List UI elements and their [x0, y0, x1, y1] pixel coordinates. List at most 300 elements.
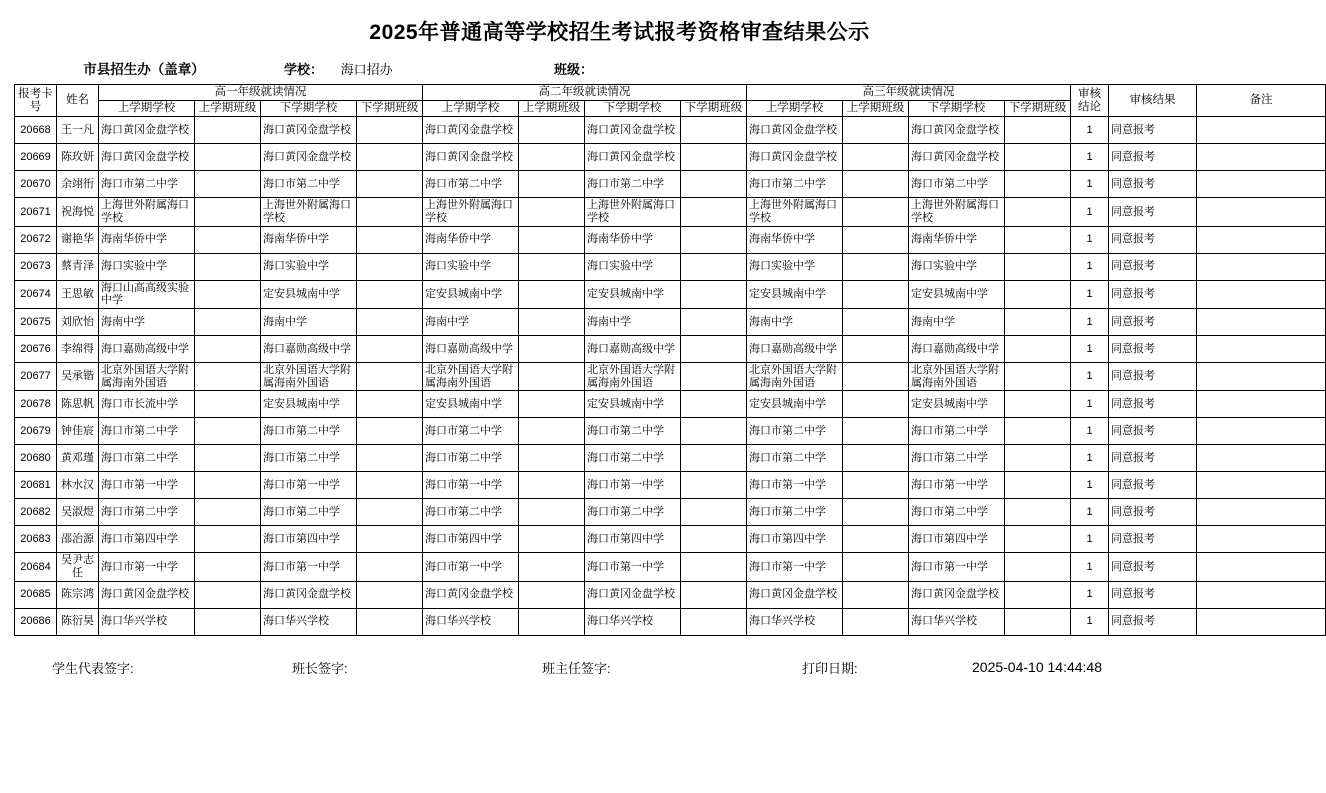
cell-g1-term1-school: 海口市第二中学 — [99, 171, 195, 198]
cell-result: 同意报考 — [1109, 363, 1197, 391]
cell-g2-term2-class — [681, 226, 747, 253]
cell-g1-term1-class — [195, 363, 261, 391]
cell-g2-term1-school: 海南华侨中学 — [423, 226, 519, 253]
cell-g3-term2-class — [1005, 608, 1071, 635]
cell-id: 20669 — [15, 144, 57, 171]
cell-g3-term1-class — [843, 526, 909, 553]
cell-g1-term1-class — [195, 117, 261, 144]
cell-g1-term1-school: 海口黄冈金盘学校 — [99, 144, 195, 171]
cell-conclusion: 1 — [1071, 336, 1109, 363]
cell-remark — [1197, 280, 1326, 308]
cell-g2-term2-school: 定安县城南中学 — [585, 280, 681, 308]
cell-g3-term2-school: 海口黄冈金盘学校 — [909, 117, 1005, 144]
cell-g3-term1-school: 海口市第二中学 — [747, 171, 843, 198]
cell-g2-term1-class — [519, 526, 585, 553]
cell-remark — [1197, 445, 1326, 472]
cell-g1-term1-class — [195, 445, 261, 472]
cell-g2-term2-class — [681, 336, 747, 363]
cell-g3-term1-school: 北京外国语大学附属海南外国语 — [747, 363, 843, 391]
cell-g2-term2-class — [681, 526, 747, 553]
header-name: 姓名 — [57, 85, 99, 117]
cell-g2-term1-class — [519, 363, 585, 391]
cell-remark — [1197, 226, 1326, 253]
cell-g1-term2-class — [357, 253, 423, 280]
cell-g1-term2-school: 海口市第四中学 — [261, 526, 357, 553]
cell-g2-term1-school: 海口嘉勋高级中学 — [423, 336, 519, 363]
cell-remark — [1197, 581, 1326, 608]
cell-g1-term1-school: 海口市第一中学 — [99, 553, 195, 581]
cell-g2-term1-class — [519, 553, 585, 581]
cell-name: 陈思帆 — [57, 391, 99, 418]
cell-g2-term1-school: 海口黄冈金盘学校 — [423, 581, 519, 608]
cell-g2-term1-class — [519, 171, 585, 198]
cell-g3-term1-class — [843, 280, 909, 308]
cell-result: 同意报考 — [1109, 526, 1197, 553]
header-g1-term1-class: 上学期班级 — [195, 101, 261, 117]
cell-g2-term2-class — [681, 499, 747, 526]
cell-g1-term1-school: 北京外国语大学附属海南外国语 — [99, 363, 195, 391]
table-row — [15, 198, 1326, 226]
cell-g1-term1-school: 海口华兴学校 — [99, 608, 195, 635]
cell-id: 20680 — [15, 445, 57, 472]
cell-g2-term1-class — [519, 280, 585, 308]
table-header — [15, 85, 1326, 117]
student-signature-label: 学生代表签字: — [52, 660, 134, 676]
cell-result: 同意报考 — [1109, 418, 1197, 445]
table-row — [15, 553, 1326, 581]
cell-g2-term1-school: 海口市第二中学 — [423, 445, 519, 472]
cell-result: 同意报考 — [1109, 198, 1197, 226]
cell-g1-term1-school: 上海世外附属海口学校 — [99, 198, 195, 226]
header-id: 报考卡号 — [15, 85, 57, 117]
cell-remark — [1197, 198, 1326, 226]
cell-g2-term1-school: 海口市第四中学 — [423, 526, 519, 553]
cell-conclusion: 1 — [1071, 391, 1109, 418]
cell-g3-term2-class — [1005, 445, 1071, 472]
cell-g1-term2-class — [357, 363, 423, 391]
cell-conclusion: 1 — [1071, 608, 1109, 635]
cell-remark — [1197, 117, 1326, 144]
cell-g1-term1-school: 海口山高高级实验中学 — [99, 280, 195, 308]
cell-g3-term2-class — [1005, 117, 1071, 144]
table-row — [15, 418, 1326, 445]
table-row — [15, 363, 1326, 391]
cell-g2-term2-class — [681, 198, 747, 226]
cell-name: 王思敏 — [57, 280, 99, 308]
cell-result: 同意报考 — [1109, 445, 1197, 472]
cell-result: 同意报考 — [1109, 226, 1197, 253]
cell-g3-term2-school: 海口市第二中学 — [909, 171, 1005, 198]
table-row — [15, 280, 1326, 308]
cell-g3-term1-school: 海口实验中学 — [747, 253, 843, 280]
table-row — [15, 608, 1326, 635]
cell-conclusion: 1 — [1071, 526, 1109, 553]
cell-g2-term2-class — [681, 363, 747, 391]
cell-conclusion: 1 — [1071, 581, 1109, 608]
cell-remark — [1197, 391, 1326, 418]
meta-row — [14, 50, 1239, 84]
cell-g1-term2-school: 上海世外附属海口学校 — [261, 198, 357, 226]
cell-name: 王一凡 — [57, 117, 99, 144]
cell-g3-term1-school: 海口市第二中学 — [747, 499, 843, 526]
cell-id: 20683 — [15, 526, 57, 553]
cell-g1-term1-class — [195, 608, 261, 635]
table-row — [15, 171, 1326, 198]
table-row — [15, 391, 1326, 418]
cell-g2-term1-class — [519, 472, 585, 499]
cell-g3-term2-class — [1005, 472, 1071, 499]
cell-remark — [1197, 253, 1326, 280]
cell-g3-term1-class — [843, 363, 909, 391]
cell-g3-term2-school: 海口市第一中学 — [909, 472, 1005, 499]
cell-g1-term2-school: 北京外国语大学附属海南外国语 — [261, 363, 357, 391]
cell-g3-term1-school: 海口市第一中学 — [747, 472, 843, 499]
cell-g3-term2-school: 海口黄冈金盘学校 — [909, 581, 1005, 608]
cell-conclusion: 1 — [1071, 144, 1109, 171]
cell-id: 20685 — [15, 581, 57, 608]
issuing-office: 市县招生办（盖章） — [83, 62, 205, 77]
cell-result: 同意报考 — [1109, 472, 1197, 499]
cell-name: 邵治源 — [57, 526, 99, 553]
cell-remark — [1197, 418, 1326, 445]
cell-remark — [1197, 171, 1326, 198]
cell-g2-term2-class — [681, 608, 747, 635]
cell-g3-term2-school: 海口实验中学 — [909, 253, 1005, 280]
cell-g3-term1-school: 海南中学 — [747, 309, 843, 336]
cell-g1-term1-class — [195, 499, 261, 526]
cell-g2-term2-class — [681, 581, 747, 608]
cell-g3-term1-class — [843, 553, 909, 581]
cell-name: 林水汉 — [57, 472, 99, 499]
cell-conclusion: 1 — [1071, 117, 1109, 144]
cell-g2-term1-class — [519, 117, 585, 144]
cell-g3-term1-class — [843, 391, 909, 418]
cell-result: 同意报考 — [1109, 117, 1197, 144]
cell-conclusion: 1 — [1071, 198, 1109, 226]
cell-g3-term2-school: 北京外国语大学附属海南外国语 — [909, 363, 1005, 391]
cell-conclusion: 1 — [1071, 171, 1109, 198]
cell-conclusion: 1 — [1071, 499, 1109, 526]
cell-g3-term1-school: 定安县城南中学 — [747, 391, 843, 418]
cell-g2-term2-school: 海口黄冈金盘学校 — [585, 581, 681, 608]
cell-g1-term1-class — [195, 253, 261, 280]
header-g1-term1-school: 上学期学校 — [99, 101, 195, 117]
cell-result: 同意报考 — [1109, 581, 1197, 608]
table-row — [15, 526, 1326, 553]
cell-g2-term1-school: 上海世外附属海口学校 — [423, 198, 519, 226]
cell-g1-term2-school: 海口市第二中学 — [261, 445, 357, 472]
cell-conclusion: 1 — [1071, 280, 1109, 308]
cell-g1-term1-class — [195, 226, 261, 253]
cell-g3-term2-school: 海口嘉勋高级中学 — [909, 336, 1005, 363]
cell-g3-term2-class — [1005, 499, 1071, 526]
cell-g1-term2-class — [357, 336, 423, 363]
cell-g1-term2-class — [357, 280, 423, 308]
cell-g3-term1-school: 海口市第二中学 — [747, 445, 843, 472]
cell-g1-term1-class — [195, 418, 261, 445]
cell-name: 余翊衎 — [57, 171, 99, 198]
cell-g1-term2-class — [357, 499, 423, 526]
cell-id: 20676 — [15, 336, 57, 363]
cell-name: 吴尹志任 — [57, 553, 99, 581]
cell-g3-term1-school: 海口华兴学校 — [747, 608, 843, 635]
cell-g2-term1-school: 海口黄冈金盘学校 — [423, 144, 519, 171]
cell-g1-term1-class — [195, 144, 261, 171]
cell-g2-term1-school: 海口华兴学校 — [423, 608, 519, 635]
cell-g3-term1-class — [843, 472, 909, 499]
cell-g2-term2-school: 定安县城南中学 — [585, 391, 681, 418]
cell-g2-term1-school: 海口市第二中学 — [423, 171, 519, 198]
cell-g2-term2-school: 海口实验中学 — [585, 253, 681, 280]
cell-g1-term1-school: 海口市第二中学 — [99, 418, 195, 445]
cell-conclusion: 1 — [1071, 363, 1109, 391]
cell-g3-term2-school: 海口市第二中学 — [909, 418, 1005, 445]
cell-g2-term2-school: 上海世外附属海口学校 — [585, 198, 681, 226]
cell-result: 同意报考 — [1109, 336, 1197, 363]
cell-g3-term1-class — [843, 418, 909, 445]
teacher-signature-label: 班主任签字: — [542, 660, 611, 676]
cell-g3-term2-school: 定安县城南中学 — [909, 391, 1005, 418]
header-remark: 备注 — [1197, 85, 1326, 117]
cell-g2-term2-class — [681, 253, 747, 280]
cell-g3-term2-class — [1005, 280, 1071, 308]
cell-g2-term1-class — [519, 336, 585, 363]
cell-g2-term1-class — [519, 198, 585, 226]
cell-g3-term2-class — [1005, 309, 1071, 336]
cell-name: 钟佳宸 — [57, 418, 99, 445]
cell-g1-term2-class — [357, 391, 423, 418]
cell-g3-term1-school: 海口市第二中学 — [747, 418, 843, 445]
table-row — [15, 309, 1326, 336]
cell-g2-term1-class — [519, 253, 585, 280]
cell-g3-term1-class — [843, 117, 909, 144]
cell-g3-term2-class — [1005, 418, 1071, 445]
cell-remark — [1197, 309, 1326, 336]
cell-g1-term2-class — [357, 608, 423, 635]
cell-g2-term1-class — [519, 226, 585, 253]
table-row — [15, 472, 1326, 499]
school-label: 学校： — [284, 61, 324, 77]
print-date-value: 2025-04-10 14:44:48 — [972, 659, 1102, 676]
header-g1-term2-class: 下学期班级 — [357, 101, 423, 117]
cell-g3-term1-class — [843, 253, 909, 280]
cell-g1-term2-school: 海口市第二中学 — [261, 499, 357, 526]
cell-g2-term2-school: 海口嘉勋高级中学 — [585, 336, 681, 363]
cell-g2-term1-school: 海口黄冈金盘学校 — [423, 117, 519, 144]
cell-g1-term1-school: 海口实验中学 — [99, 253, 195, 280]
cell-g1-term2-school: 海口市第二中学 — [261, 418, 357, 445]
cell-remark — [1197, 526, 1326, 553]
cell-g3-term1-class — [843, 198, 909, 226]
cell-g1-term1-class — [195, 280, 261, 308]
cell-g1-term1-class — [195, 309, 261, 336]
school-value: 海口招办 — [340, 61, 393, 77]
cell-g1-term2-class — [357, 526, 423, 553]
cell-remark — [1197, 144, 1326, 171]
cell-g1-term1-class — [195, 171, 261, 198]
cell-g2-term1-class — [519, 309, 585, 336]
header-g3-term1-school: 上学期学校 — [747, 101, 843, 117]
cell-g2-term1-school: 北京外国语大学附属海南外国语 — [423, 363, 519, 391]
cell-g3-term2-school: 海南中学 — [909, 309, 1005, 336]
print-date-label: 打印日期: — [802, 660, 858, 676]
cell-g3-term1-school: 海口市第一中学 — [747, 553, 843, 581]
header-g2-term1-school: 上学期学校 — [423, 101, 519, 117]
cell-g3-term2-class — [1005, 391, 1071, 418]
cell-result: 同意报考 — [1109, 253, 1197, 280]
cell-g2-term2-class — [681, 553, 747, 581]
cell-g2-term2-school: 海南华侨中学 — [585, 226, 681, 253]
cell-name: 黄邓瑾 — [57, 445, 99, 472]
cell-g3-term1-school: 海口黄冈金盘学校 — [747, 144, 843, 171]
cell-g3-term2-school: 上海世外附属海口学校 — [909, 198, 1005, 226]
cell-name: 祝海悦 — [57, 198, 99, 226]
cell-g1-term1-school: 海口市长流中学 — [99, 391, 195, 418]
cell-g2-term1-class — [519, 445, 585, 472]
cell-g3-term1-school: 海口嘉勋高级中学 — [747, 336, 843, 363]
cell-g2-term2-school: 海南中学 — [585, 309, 681, 336]
table-row — [15, 581, 1326, 608]
table-row — [15, 499, 1326, 526]
cell-id: 20682 — [15, 499, 57, 526]
cell-g2-term2-school: 海口黄冈金盘学校 — [585, 117, 681, 144]
cell-conclusion: 1 — [1071, 418, 1109, 445]
cell-g1-term1-class — [195, 472, 261, 499]
cell-g2-term2-school: 海口市第二中学 — [585, 171, 681, 198]
cell-g1-term2-class — [357, 309, 423, 336]
cell-name: 吴淑煜 — [57, 499, 99, 526]
cell-remark — [1197, 336, 1326, 363]
cell-g2-term2-school: 海口市第一中学 — [585, 553, 681, 581]
table-row — [15, 144, 1326, 171]
cell-g3-term1-class — [843, 581, 909, 608]
cell-g2-term2-class — [681, 445, 747, 472]
cell-g1-term2-school: 海口实验中学 — [261, 253, 357, 280]
cell-result: 同意报考 — [1109, 608, 1197, 635]
cell-g3-term2-class — [1005, 144, 1071, 171]
cell-g2-term1-school: 海口市第二中学 — [423, 499, 519, 526]
cell-g2-term2-school: 海口市第四中学 — [585, 526, 681, 553]
cell-remark — [1197, 472, 1326, 499]
cell-g3-term2-school: 海口市第四中学 — [909, 526, 1005, 553]
cell-g2-term2-class — [681, 472, 747, 499]
cell-name: 谢艳华 — [57, 226, 99, 253]
cell-g2-term1-school: 海口市第二中学 — [423, 418, 519, 445]
cell-g1-term1-school: 海口黄冈金盘学校 — [99, 117, 195, 144]
header-g2-term1-class: 上学期班级 — [519, 101, 585, 117]
cell-id: 20671 — [15, 198, 57, 226]
cell-g3-term1-school: 海口市第四中学 — [747, 526, 843, 553]
table-row — [15, 336, 1326, 363]
cell-g1-term2-school: 定安县城南中学 — [261, 391, 357, 418]
cell-conclusion: 1 — [1071, 253, 1109, 280]
cell-g2-term2-class — [681, 280, 747, 308]
header-conclusion: 审核结论 — [1071, 85, 1109, 117]
cell-id: 20673 — [15, 253, 57, 280]
cell-g1-term2-class — [357, 144, 423, 171]
cell-g1-term2-class — [357, 171, 423, 198]
cell-name: 蔡青泽 — [57, 253, 99, 280]
cell-g3-term2-class — [1005, 581, 1071, 608]
cell-g1-term2-class — [357, 226, 423, 253]
header-grade1: 高一年级就读情况 — [99, 85, 423, 101]
cell-g3-term2-school: 海南华侨中学 — [909, 226, 1005, 253]
cell-g3-term2-school: 海口市第二中学 — [909, 445, 1005, 472]
cell-g1-term1-class — [195, 198, 261, 226]
header-g2-term2-school: 下学期学校 — [585, 101, 681, 117]
cell-g1-term1-school: 海口嘉勋高级中学 — [99, 336, 195, 363]
table-row — [15, 117, 1326, 144]
cell-g2-term2-school: 北京外国语大学附属海南外国语 — [585, 363, 681, 391]
header-grade2: 高二年级就读情况 — [423, 85, 747, 101]
cell-g3-term2-school: 海口市第一中学 — [909, 553, 1005, 581]
cell-result: 同意报考 — [1109, 171, 1197, 198]
cell-g1-term1-class — [195, 553, 261, 581]
cell-g3-term2-school: 海口华兴学校 — [909, 608, 1005, 635]
cell-g3-term2-class — [1005, 553, 1071, 581]
header-g3-term2-class: 下学期班级 — [1005, 101, 1071, 117]
header-result: 审核结果 — [1109, 85, 1197, 117]
header-g1-term2-school: 下学期学校 — [261, 101, 357, 117]
cell-g2-term1-school: 定安县城南中学 — [423, 280, 519, 308]
header-g3-term2-school: 下学期学校 — [909, 101, 1005, 117]
cell-g3-term2-class — [1005, 526, 1071, 553]
cell-g2-term2-class — [681, 117, 747, 144]
cell-g1-term1-school: 海口市第四中学 — [99, 526, 195, 553]
cell-g3-term2-class — [1005, 171, 1071, 198]
cell-g1-term2-class — [357, 418, 423, 445]
cell-g2-term1-class — [519, 144, 585, 171]
table-row — [15, 445, 1326, 472]
header-g3-term1-class: 上学期班级 — [843, 101, 909, 117]
cell-g3-term1-class — [843, 144, 909, 171]
cell-g2-term2-class — [681, 391, 747, 418]
cell-g1-term1-class — [195, 391, 261, 418]
cell-g2-term1-class — [519, 499, 585, 526]
cell-g2-term1-school: 海口市第一中学 — [423, 553, 519, 581]
cell-conclusion: 1 — [1071, 226, 1109, 253]
cell-g1-term1-class — [195, 526, 261, 553]
cell-g1-term2-class — [357, 117, 423, 144]
cell-name: 李绵得 — [57, 336, 99, 363]
cell-id: 20678 — [15, 391, 57, 418]
cell-id: 20686 — [15, 608, 57, 635]
cell-g2-term2-class — [681, 309, 747, 336]
cell-g2-term1-class — [519, 391, 585, 418]
cell-g2-term2-school: 海口市第二中学 — [585, 499, 681, 526]
cell-g2-term2-school: 海口市第一中学 — [585, 472, 681, 499]
page-title: 2025年普通高等学校招生考试报考资格审查结果公示 — [369, 21, 870, 44]
cell-g3-term1-school: 上海世外附属海口学校 — [747, 198, 843, 226]
cell-g1-term2-school: 海口市第一中学 — [261, 553, 357, 581]
cell-g2-term2-class — [681, 418, 747, 445]
cell-g1-term1-school: 海南中学 — [99, 309, 195, 336]
cell-g2-term2-school: 海口华兴学校 — [585, 608, 681, 635]
cell-g2-term2-class — [681, 144, 747, 171]
cell-conclusion: 1 — [1071, 445, 1109, 472]
cell-g2-term2-school: 海口市第二中学 — [585, 445, 681, 472]
cell-id: 20681 — [15, 472, 57, 499]
cell-id: 20675 — [15, 309, 57, 336]
cell-g2-term1-class — [519, 581, 585, 608]
cell-g1-term2-school: 定安县城南中学 — [261, 280, 357, 308]
cell-g3-term2-class — [1005, 198, 1071, 226]
cell-g3-term2-school: 海口黄冈金盘学校 — [909, 144, 1005, 171]
cell-g1-term1-school: 海口市第二中学 — [99, 499, 195, 526]
cell-result: 同意报考 — [1109, 391, 1197, 418]
cell-id: 20668 — [15, 117, 57, 144]
cell-g3-term1-class — [843, 309, 909, 336]
